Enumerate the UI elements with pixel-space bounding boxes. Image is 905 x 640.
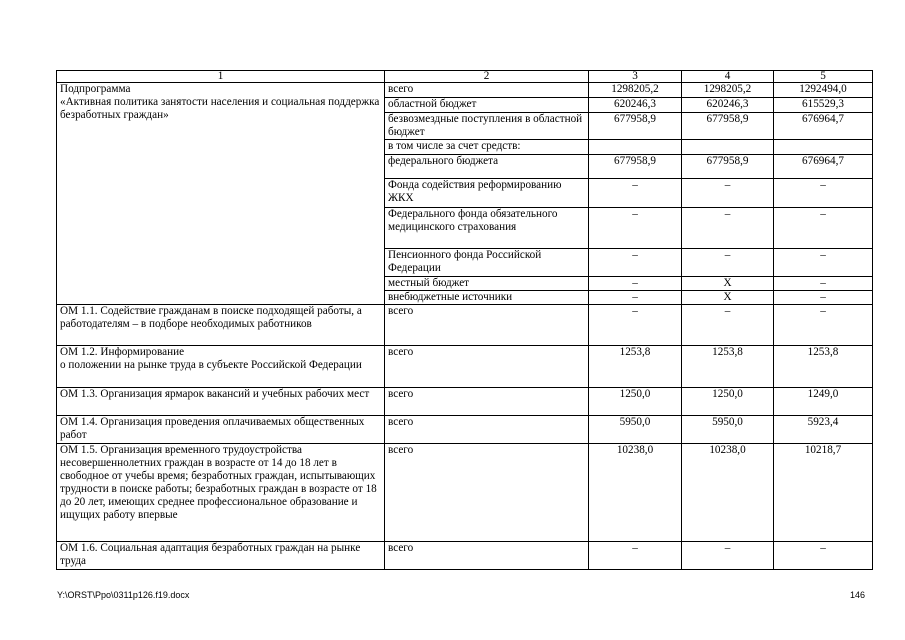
source-cell: всего [385, 416, 589, 444]
source-cell: в том числе за счет средств: [385, 140, 589, 155]
value-cell: 5923,4 [774, 416, 873, 444]
value-cell: – [774, 179, 873, 208]
value-cell: – [774, 305, 873, 346]
value-cell: 1253,8 [774, 346, 873, 388]
value-cell: 615529,3 [774, 98, 873, 113]
value-cell: 1253,8 [682, 346, 774, 388]
measure-name-cell: ОМ 1.5. Организация временного трудоустройства несовершеннолетних граждан в возрасте от 14 до 18 лет в свободное от учебы время; безработных граждан, испытывающих трудности в поиске работы; безработных граждан в возрасте от 18 до 20 лет, имеющих среднее профессиональное образование и ищущих работу впервые [57, 444, 385, 542]
value-cell: – [682, 542, 774, 570]
value-cell: 1298205,2 [589, 83, 682, 98]
source-cell: Фонда содействия реформированию ЖКХ [385, 179, 589, 208]
value-cell: 10218,7 [774, 444, 873, 542]
source-cell: Федерального фонда обязательного медицинского страхования [385, 208, 589, 249]
value-cell: 1250,0 [589, 388, 682, 416]
source-cell: всего [385, 388, 589, 416]
program-name-cell: Подпрограмма «Активная политика занятости населения и социальная поддержка безработных граждан» [57, 83, 385, 305]
column-header: 5 [774, 71, 873, 83]
value-cell: Х [682, 291, 774, 305]
table-header-row [57, 71, 873, 83]
table-row [57, 542, 873, 570]
source-cell: всего [385, 83, 589, 98]
value-cell: 1253,8 [589, 346, 682, 388]
value-cell: 676964,7 [774, 113, 873, 140]
measure-name-cell: ОМ 1.1. Содействие гражданам в поиске подходящей работы, а работодателям – в подборе необходимых работников [57, 305, 385, 346]
value-cell: 677958,9 [682, 113, 774, 140]
table-row [57, 346, 873, 388]
value-cell: 1298205,2 [682, 83, 774, 98]
value-cell: – [774, 542, 873, 570]
value-cell: Х [682, 277, 774, 291]
source-cell: областной бюджет [385, 98, 589, 113]
value-cell: – [589, 277, 682, 291]
column-header: 3 [589, 71, 682, 83]
value-cell: – [589, 249, 682, 277]
column-header: 2 [385, 71, 589, 83]
value-cell: 10238,0 [589, 444, 682, 542]
value-cell: – [589, 179, 682, 208]
source-cell: местный бюджет [385, 277, 589, 291]
table-row [57, 83, 873, 98]
page-number: 146 [850, 590, 866, 600]
source-cell: всего [385, 305, 589, 346]
measure-name-cell: ОМ 1.3. Организация ярмарок вакансий и учебных рабочих мест [57, 388, 385, 416]
value-cell: – [589, 542, 682, 570]
value-cell: 5950,0 [682, 416, 774, 444]
source-cell: Пенсионного фонда Российской Федерации [385, 249, 589, 277]
value-cell: 677958,9 [589, 113, 682, 140]
value-cell: – [589, 208, 682, 249]
column-header: 4 [682, 71, 774, 83]
value-cell [774, 140, 873, 155]
value-cell: – [774, 208, 873, 249]
value-cell: – [589, 291, 682, 305]
value-cell: 677958,9 [682, 155, 774, 179]
value-cell: – [682, 179, 774, 208]
source-cell: всего [385, 444, 589, 542]
source-cell: внебюджетные источники [385, 291, 589, 305]
value-cell [682, 140, 774, 155]
value-cell: 620246,3 [589, 98, 682, 113]
value-cell: – [774, 291, 873, 305]
table-row [57, 388, 873, 416]
value-cell: 1292494,0 [774, 83, 873, 98]
source-cell: всего [385, 346, 589, 388]
measure-name-cell: ОМ 1.4. Организация проведения оплачиваемых общественных работ [57, 416, 385, 444]
value-cell: – [682, 208, 774, 249]
table-row [57, 444, 873, 542]
value-cell: 676964,7 [774, 155, 873, 179]
value-cell: 1250,0 [682, 388, 774, 416]
value-cell: – [774, 277, 873, 291]
column-header: 1 [57, 71, 385, 83]
measure-name-cell: ОМ 1.6. Социальная адаптация безработных граждан на рынке труда [57, 542, 385, 570]
value-cell: 620246,3 [682, 98, 774, 113]
footer-file-path: Y:\ORST\Ppo\0311p126.f19.docx [57, 590, 190, 600]
value-cell: 5950,0 [589, 416, 682, 444]
source-cell: всего [385, 542, 589, 570]
value-cell: – [589, 305, 682, 346]
value-cell: – [682, 305, 774, 346]
value-cell: 1249,0 [774, 388, 873, 416]
value-cell: – [774, 249, 873, 277]
value-cell: 10238,0 [682, 444, 774, 542]
source-cell: безвозмездные поступления в областной бюджет [385, 113, 589, 140]
measure-name-cell: ОМ 1.2. Информирование о положении на рынке труда в субъекте Российской Федерации [57, 346, 385, 388]
table-row [57, 305, 873, 346]
value-cell [589, 140, 682, 155]
value-cell: – [682, 249, 774, 277]
source-cell: федерального бюджета [385, 155, 589, 179]
table-row [57, 416, 873, 444]
budget-table [56, 70, 873, 570]
value-cell: 677958,9 [589, 155, 682, 179]
